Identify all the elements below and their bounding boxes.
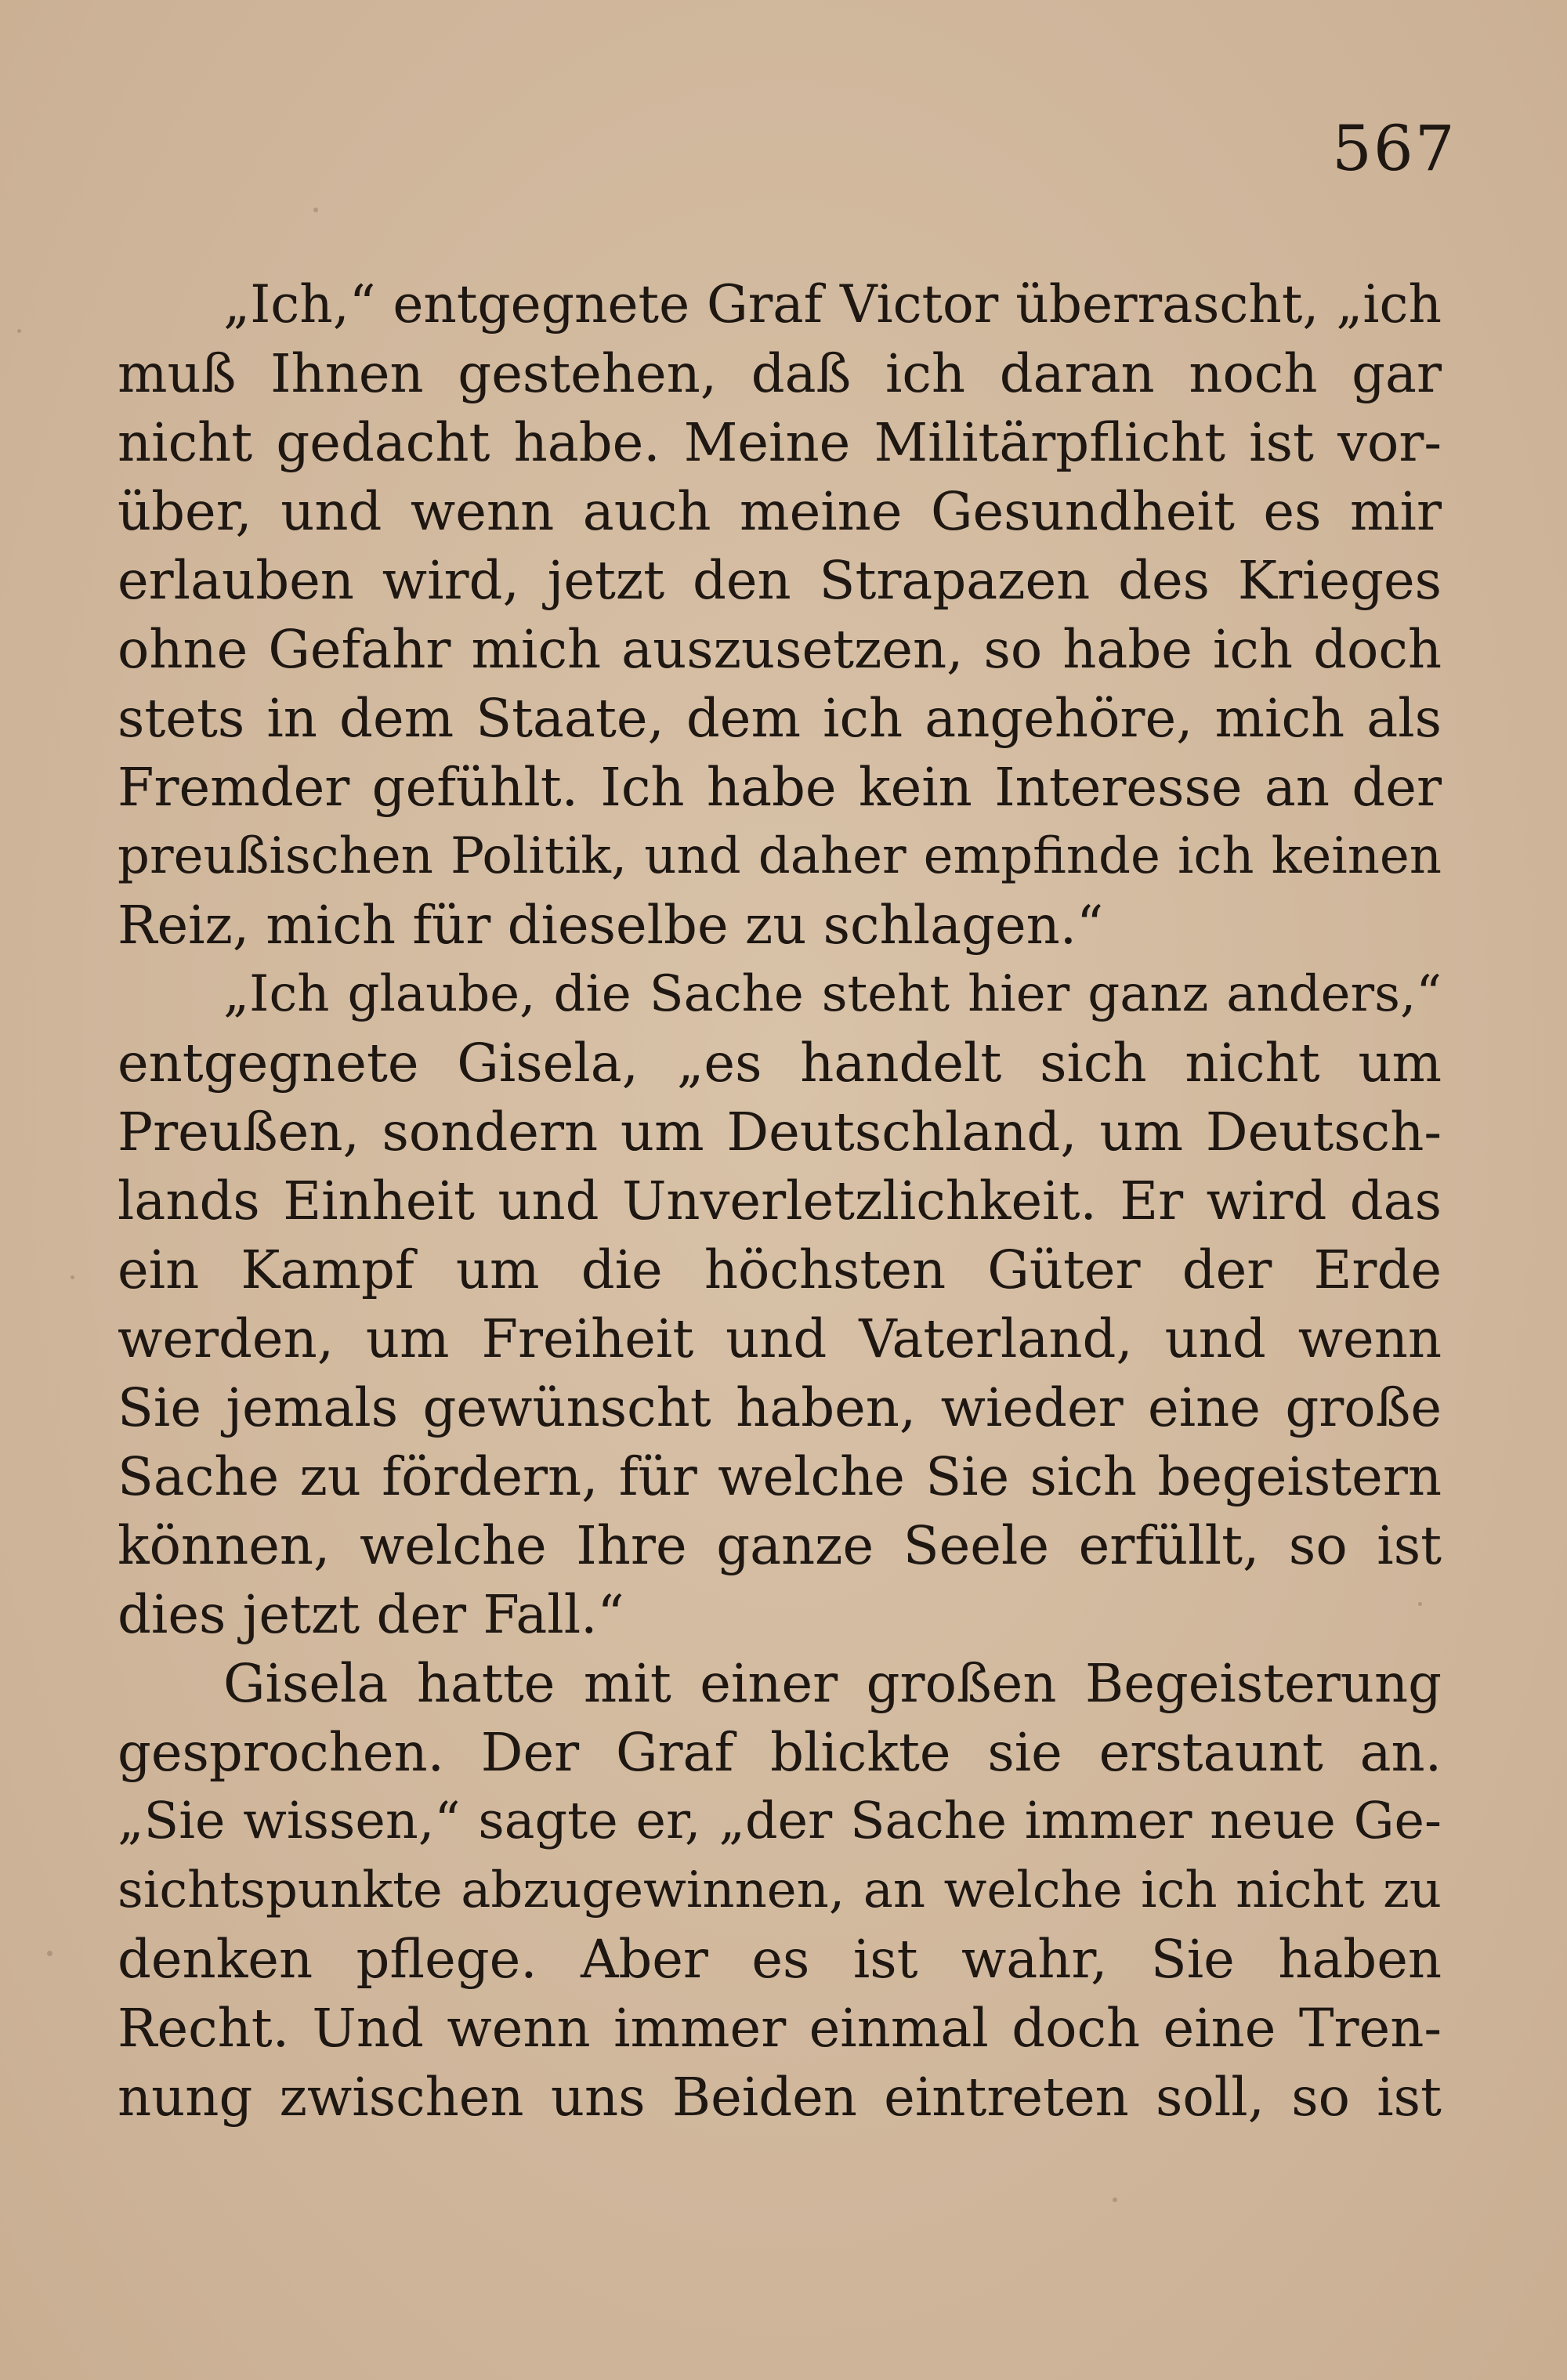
text-line: entgegnete Gisela, „es handelt sich nicht um — [118, 1033, 1442, 1094]
text-line: erlauben wird, jetzt den Strapazen des Krieges — [118, 550, 1442, 611]
paper-speck — [71, 1275, 74, 1279]
text-line: stets in dem Staate, dem ich angehöre, mich als — [118, 688, 1442, 749]
paper-speck — [1418, 1602, 1422, 1606]
paper-speck — [1113, 2197, 1117, 2202]
text-line: preußischen Politik, und daher empfinde ich keinen — [118, 827, 1442, 885]
text-line: Preußen, sondern um Deutschland, um Deutsch- — [118, 1101, 1442, 1163]
text-line: muß Ihnen gestehen, daß ich daran noch gar — [118, 343, 1442, 404]
paper-speck — [47, 1951, 52, 1956]
text-line: Reiz, mich für dieselbe zu schlagen.“ — [118, 895, 1104, 956]
text-line: lands Einheit und Unverletzlichkeit. Er wird das — [118, 1170, 1442, 1232]
text-line: ohne Gefahr mich auszusetzen, so habe ich doch — [118, 619, 1442, 680]
paper-speck — [17, 329, 21, 333]
text-line: über, und wenn auch meine Gesundheit es mir — [118, 481, 1442, 542]
text-line: ein Kampf um die höchsten Güter der Erde — [118, 1239, 1442, 1300]
text-line: gesprochen. Der Graf blickte sie erstaunt an. — [118, 1722, 1442, 1783]
text-line: Fremder gefühlt. Ich habe kein Interesse an der — [118, 757, 1442, 818]
text-line: dies jetzt der Fall.“ — [118, 1584, 624, 1645]
text-line: können, welche Ihre ganze Seele erfüllt, so ist — [118, 1515, 1442, 1576]
text-line: Sache zu fördern, für welche Sie sich begeistern — [118, 1446, 1442, 1507]
paper-speck — [313, 208, 318, 212]
text-line: denken pflege. Aber es ist wahr, Sie haben — [118, 1929, 1442, 1990]
text-line: „Ich glaube, die Sache steht hier ganz anders,“ — [223, 965, 1442, 1023]
text-line: nung zwischen uns Beiden eintreten soll, so ist — [118, 2067, 1442, 2128]
text-line: „Sie wissen,“ sagte er, „der Sache immer neue Ge- — [118, 1792, 1442, 1850]
text-line: Gisela hatte mit einer großen Begeisterung — [223, 1653, 1442, 1714]
text-line: Recht. Und wenn immer einmal doch eine Tren- — [118, 1998, 1442, 2059]
page-number: 567 — [1332, 112, 1457, 185]
text-line: Sie jemals gewünscht haben, wieder eine große — [118, 1377, 1442, 1438]
body-text — [118, 270, 1442, 2132]
text-line: sichtspunkte abzugewinnen, an welche ich nicht zu — [118, 1861, 1442, 1919]
text-line: „Ich,“ entgegnete Graf Victor überrascht, „ich — [223, 274, 1442, 335]
text-line: werden, um Freiheit und Vaterland, und wenn — [118, 1308, 1442, 1369]
text-line: nicht gedacht habe. Meine Militärpflicht ist vor- — [118, 412, 1442, 473]
